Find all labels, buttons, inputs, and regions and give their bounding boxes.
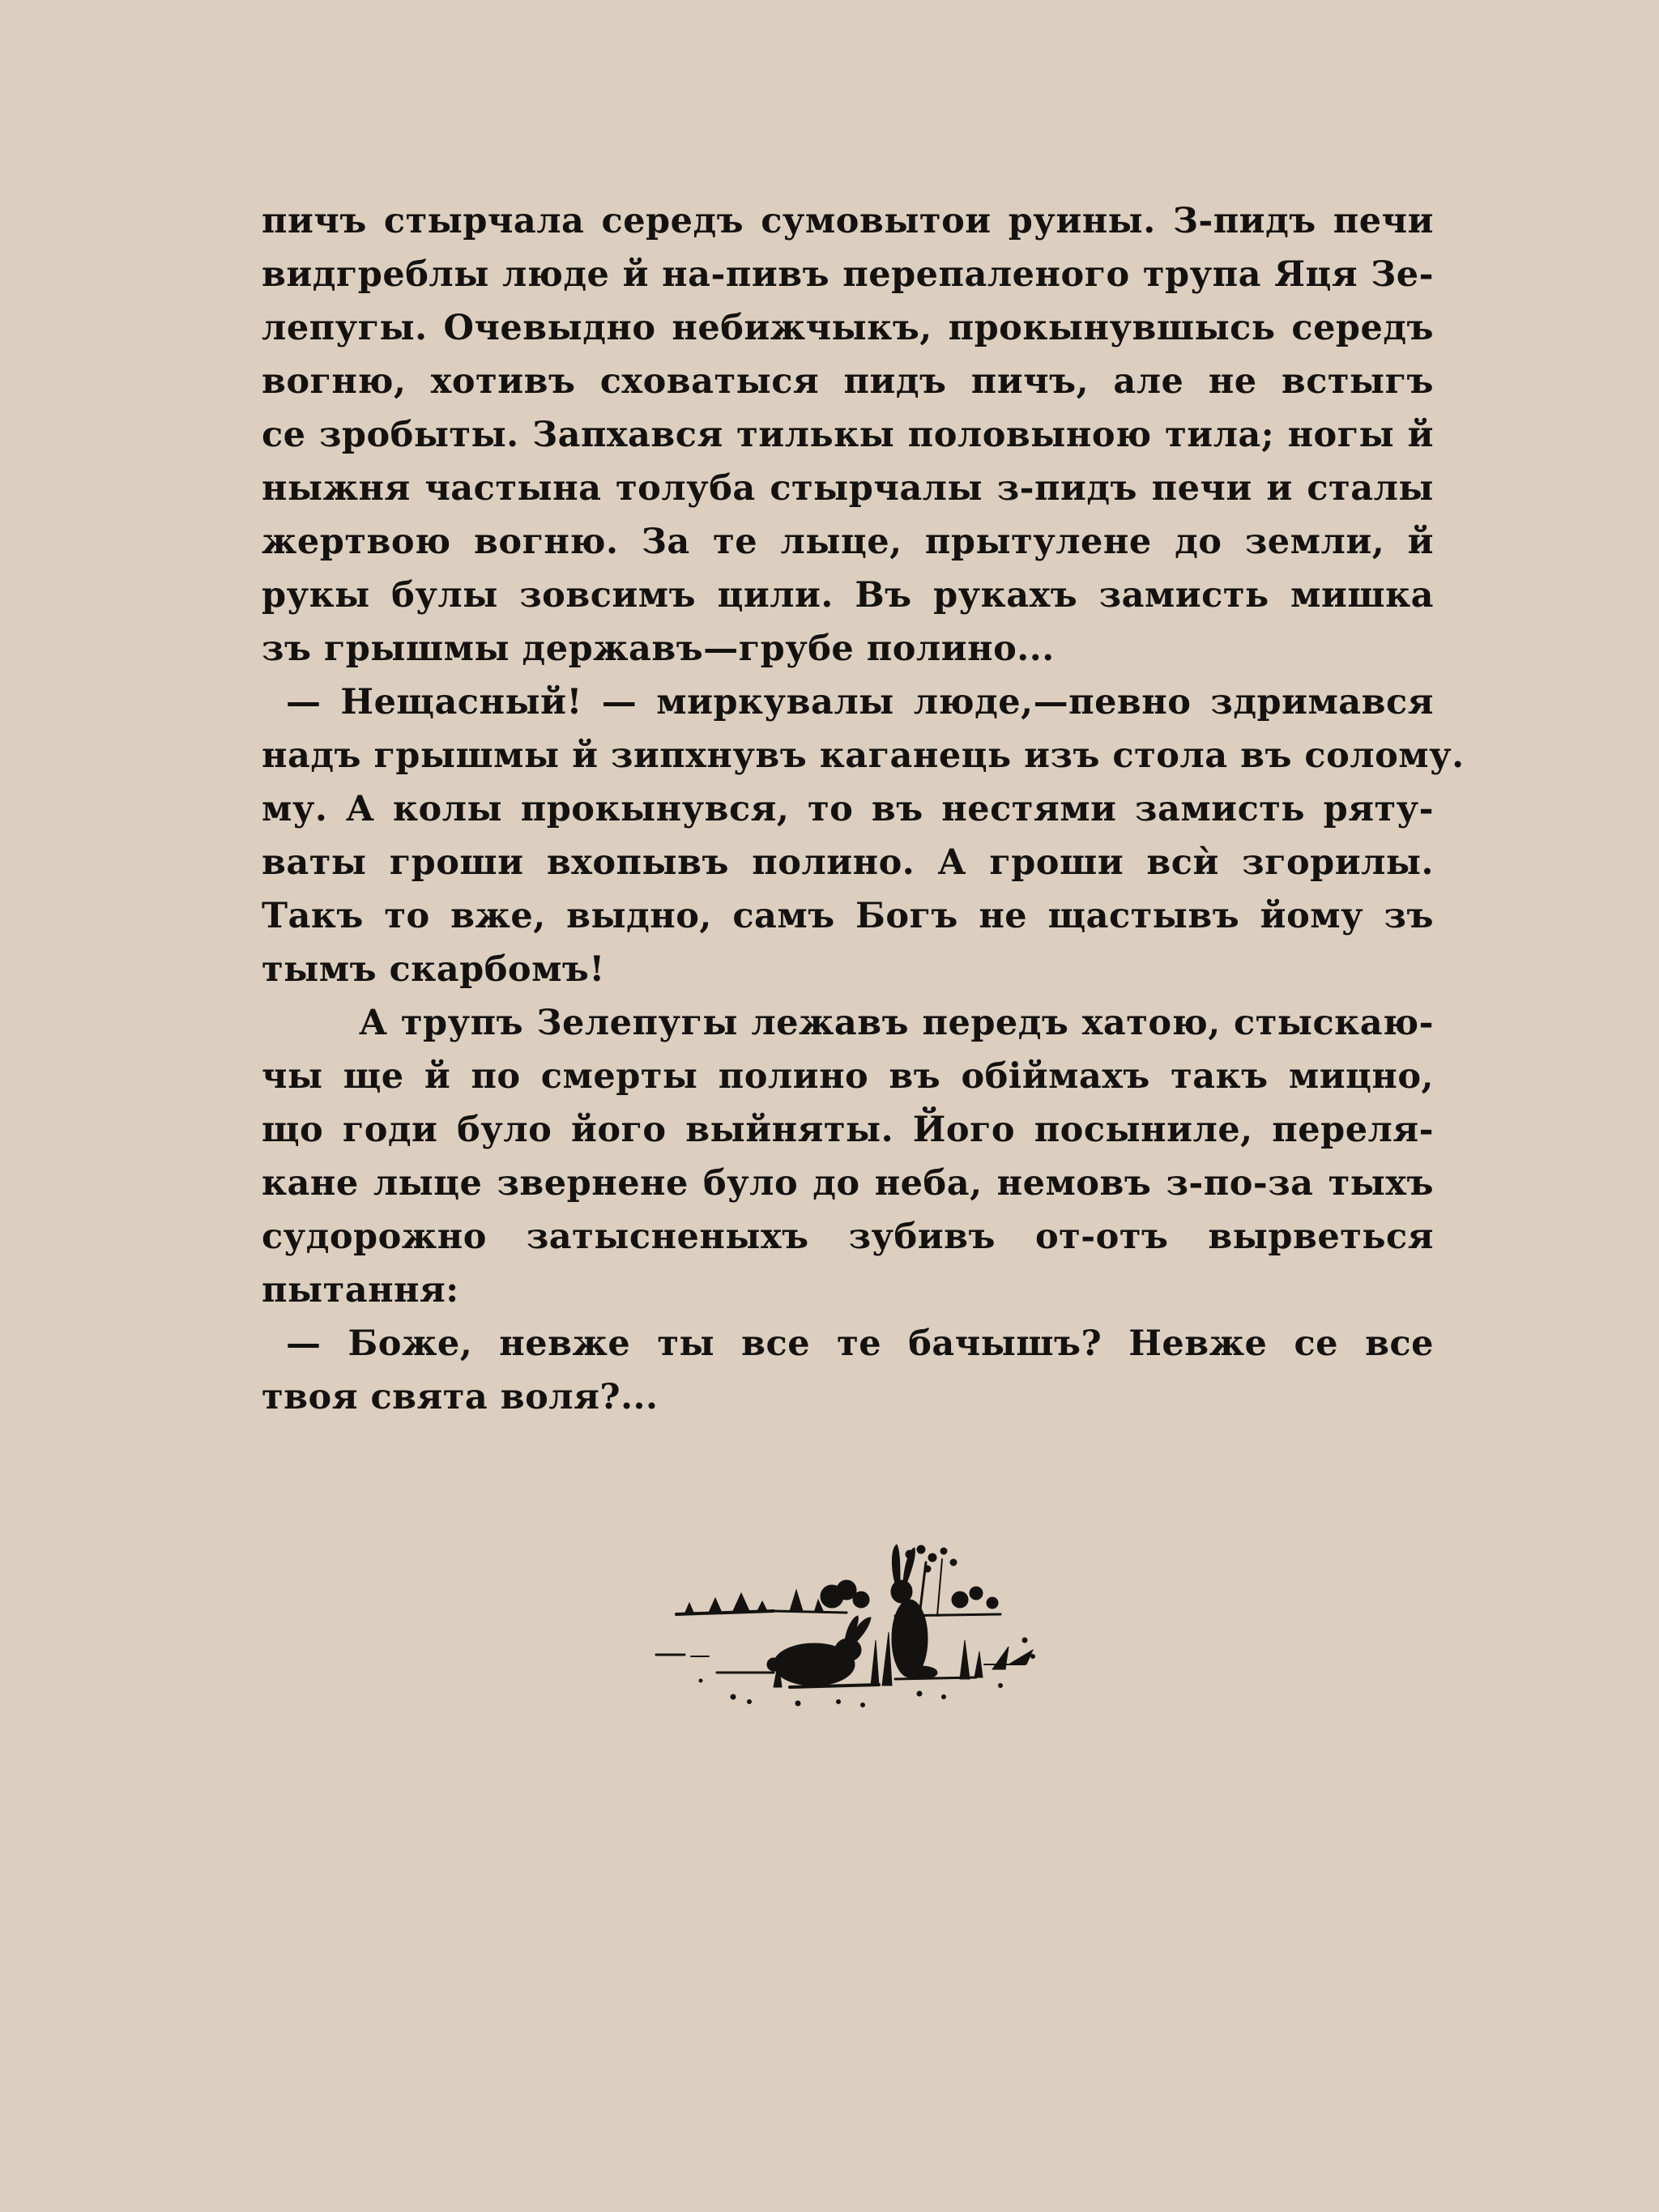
text-line: твоя свята воля?... bbox=[262, 1377, 659, 1417]
text-line: що годи було його выйняты. Його посыниле, переля- bbox=[262, 1110, 1434, 1150]
text-line: А трупъ Зелепугы лежавъ передъ хатою, стыскаю- bbox=[359, 1003, 1434, 1043]
text-line: пытання: bbox=[262, 1270, 459, 1311]
text-line: зъ грышмы державъ—грубе полино... bbox=[262, 629, 1055, 669]
page-text bbox=[262, 194, 1465, 1424]
paragraph-4 bbox=[262, 1317, 1434, 1424]
text-line: — Нещасный! — миркувалы люде,—певно здримався bbox=[286, 682, 1434, 722]
text-line: жертвою вогню. За те лыце, прытулене до земли, й bbox=[262, 522, 1434, 562]
text-line: — Боже, невже ты все те бачышъ? Невже се все bbox=[286, 1323, 1434, 1364]
text-line: рукы булы зовсимъ цили. Въ рукахъ замисть мишка bbox=[262, 575, 1434, 616]
paragraph-2 bbox=[262, 676, 1465, 996]
text-line: пичъ стырчала середъ сумовытои руины. З-пидъ печи bbox=[262, 201, 1434, 241]
paragraph-1 bbox=[262, 194, 1434, 676]
text-line: судорожно затысненыхъ зубивъ от-отъ вырветься bbox=[262, 1217, 1434, 1257]
text-line: кане лыце звернене було до неба, немовъ з-по-за тыхъ bbox=[262, 1163, 1434, 1204]
text-line: му. А колы прокынувся, то въ нестями замисть ряту- bbox=[262, 789, 1434, 829]
text-line: надъ грышмы й зипхнувъ каганець изъ стола въ солому. bbox=[262, 735, 1465, 776]
text-line: лепугы. Очевыдно небижчыкъ, прокынувшысь середъ bbox=[262, 308, 1434, 348]
text-line: видгреблы люде й на-пивъ перепаленого трупа Яця Зе- bbox=[262, 254, 1434, 295]
paragraph-3 bbox=[262, 996, 1434, 1317]
text-line: ваты гроши вхопывъ полино. А гроши всѝ згорилы. bbox=[262, 842, 1434, 883]
text-line: Такъ то вже, выдно, самъ Богъ не щастывъ йому зъ bbox=[262, 896, 1434, 936]
text-line: ныжня частына толуба стырчалы з-пидъ печи и сталы bbox=[262, 468, 1434, 509]
text-line: чы ще й по смерты полино въ обіймахъ такъ мицно, bbox=[262, 1056, 1434, 1097]
text-line: тымъ скарбомъ! bbox=[262, 949, 605, 990]
text-line: се зробыты. Запхався тилькы половыною тила; ногы й bbox=[262, 415, 1434, 455]
rabbits-vignette-icon bbox=[652, 1543, 1049, 1713]
text-line: вогню, хотивъ сховатыся пидъ пичъ, але не встыгъ bbox=[262, 361, 1434, 402]
